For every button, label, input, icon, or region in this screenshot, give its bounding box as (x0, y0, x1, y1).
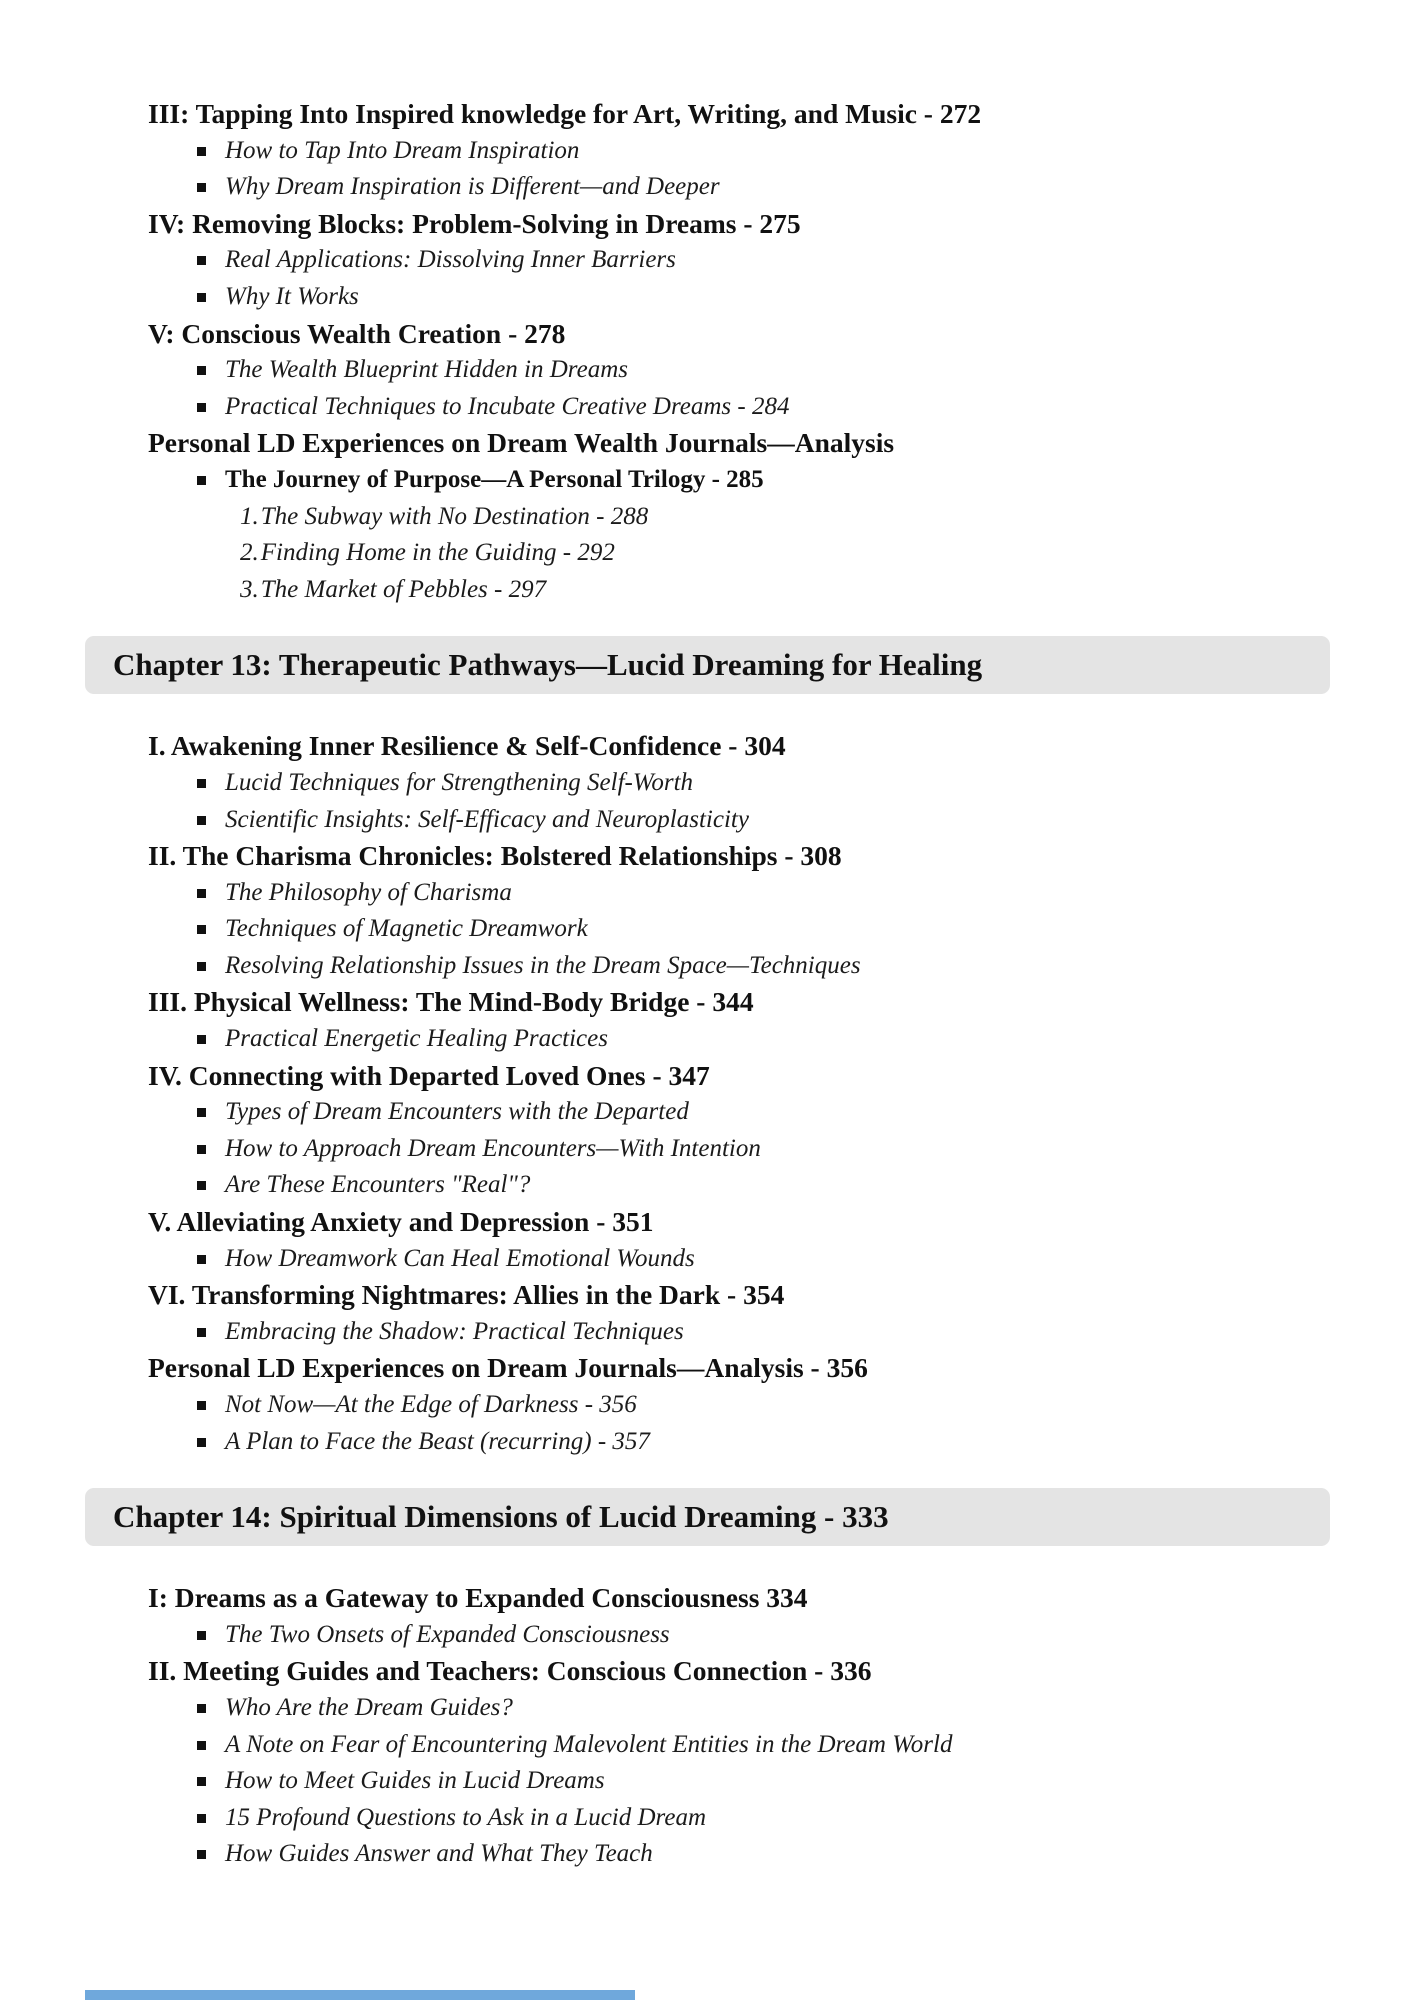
square-bullet-icon (197, 962, 206, 971)
toc-bullet-item (148, 352, 1348, 389)
square-bullet-icon (197, 1850, 206, 1859)
toc-bullet-item (148, 462, 1348, 499)
bullet-item-label: Not Now—At the Edge of Darkness - 356 (225, 1391, 637, 1418)
bullet-item-label: Why Dream Inspiration is Different—and Deeper (225, 173, 720, 201)
bullet-item-label: Embracing the Shadow: Practical Techniques (225, 1317, 684, 1345)
toc-section-heading-label: III. Physical Wellness: The Mind-Body Bridge - 344 (148, 986, 754, 1018)
toc-bullet-item (148, 1241, 1348, 1278)
toc-section-heading-label: Personal LD Experiences on Dream Journals—Analysis - 356 (148, 1352, 868, 1384)
square-bullet-icon (197, 1328, 206, 1337)
toc-bullet-item (148, 948, 1348, 985)
bullet-item-label: Scientific Insights: Self-Efficacy and Neuroplasticity (225, 805, 749, 833)
square-bullet-icon (197, 293, 206, 302)
square-bullet-icon (197, 256, 206, 265)
bullet-item-label: Practical Energetic Healing Practices (225, 1025, 608, 1053)
toc-section-heading (148, 1204, 1348, 1241)
square-bullet-icon (197, 1704, 206, 1713)
toc-bullet-item (148, 1800, 1348, 1837)
bullet-item-label: The Wealth Blueprint Hidden in Dreams (225, 356, 628, 384)
square-bullet-icon (197, 1181, 206, 1190)
toc-section-heading (148, 1580, 1348, 1617)
bullet-item-label: The Journey of Purpose—A Personal Trilogy - 285 (225, 465, 764, 493)
toc-numbered-item (148, 535, 1348, 572)
square-bullet-icon (197, 1108, 206, 1117)
toc-section-heading (148, 96, 1348, 133)
toc-bullet-item (148, 911, 1348, 948)
bullet-item-label: 15 Profound Questions to Ask in a Lucid Dream (225, 1803, 707, 1831)
toc-section-heading-label: II. Meeting Guides and Teachers: Conscious Connection - 336 (148, 1655, 872, 1687)
toc-bullet-item (148, 242, 1348, 279)
square-bullet-icon (197, 1777, 206, 1786)
toc-section-heading-label: I. Awakening Inner Resilience & Self-Confidence - 304 (148, 730, 786, 762)
toc-bullet-item (148, 1387, 1348, 1424)
toc-bullet-item (148, 279, 1348, 316)
bullet-item-label: Techniques of Magnetic Dreamwork (225, 915, 588, 943)
bullet-item-label: How Guides Answer and What They Teach (225, 1840, 653, 1868)
toc-bullet-item (148, 389, 1348, 426)
toc-bullet-item (148, 1836, 1348, 1873)
toc-section-heading-label: III: Tapping Into Inspired knowledge for Art, Writing, and Music - 272 (148, 98, 982, 129)
toc-section-heading (148, 838, 1348, 875)
toc-numbered-item (148, 572, 1348, 609)
square-bullet-icon (197, 1035, 206, 1044)
square-bullet-icon (197, 779, 206, 788)
square-bullet-icon (197, 925, 206, 934)
toc-bullet-item (148, 1094, 1348, 1131)
toc-numbered-item (148, 499, 1348, 536)
toc-bullet-item (148, 765, 1348, 802)
bullet-item-label: Why It Works (225, 282, 359, 310)
bullet-item-label: How to Tap Into Dream Inspiration (225, 136, 580, 164)
toc-section-heading-label: IV. Connecting with Departed Loved Ones - 347 (148, 1059, 710, 1091)
toc-bullet-item (148, 802, 1348, 839)
square-bullet-icon (197, 366, 206, 375)
numbered-item-label: The Subway with No Destination - 288 (260, 502, 649, 530)
toc-section-heading-label: VI. Transforming Nightmares: Allies in the Dark - 354 (148, 1279, 785, 1311)
toc-section-heading-label: Personal LD Experiences on Dream Wealth Journals—Analysis (148, 427, 895, 459)
toc-bullet-item (148, 1131, 1348, 1168)
toc-bullet-item (148, 1727, 1348, 1764)
toc-section-heading (148, 425, 1348, 462)
square-bullet-icon (197, 1438, 206, 1447)
toc-section-heading (148, 1058, 1348, 1095)
bullet-item-label: The Philosophy of Charisma (225, 878, 512, 906)
toc-section-heading-label: V: Conscious Wealth Creation - 278 (148, 317, 566, 349)
toc-section-heading-label: IV: Removing Blocks: Problem-Solving in Dreams - 275 (148, 207, 801, 239)
toc-section-heading (148, 728, 1348, 765)
bullet-item-label: How to Approach Dream Encounters—With Intention (225, 1134, 761, 1162)
toc-bullet-item (148, 1617, 1348, 1654)
bullet-item-label: Resolving Relationship Issues in the Dream Space—Techniques (225, 951, 861, 979)
toc-section-heading-label: I: Dreams as a Gateway to Expanded Consciousness 334 (148, 1582, 808, 1614)
bullet-item-label: The Two Onsets of Expanded Consciousness (225, 1620, 670, 1648)
bullet-item-label: Are These Encounters "Real"? (225, 1171, 531, 1199)
table-of-contents (113, 96, 1348, 1873)
square-bullet-icon (197, 1814, 206, 1823)
toc-bullet-item (148, 133, 1348, 170)
numbered-item-index: 1. (240, 502, 259, 530)
toc-bullet-item (148, 1021, 1348, 1058)
square-bullet-icon (197, 147, 206, 156)
toc-bullet-item (148, 1167, 1348, 1204)
bullet-item-label: A Note on Fear of Encountering Malevolent Entities in the Dream World (225, 1730, 953, 1758)
toc-bullet-item (148, 875, 1348, 912)
bullet-item-label: Lucid Techniques for Strengthening Self-Worth (225, 768, 694, 796)
numbered-item-label: Finding Home in the Guiding - 292 (260, 539, 615, 567)
chapter-heading: Chapter 14: Spiritual Dimensions of Lucid Dreaming - 333 (113, 1499, 889, 1535)
toc-section-heading (148, 316, 1348, 353)
bullet-item-label: A Plan to Face the Beast (recurring) - 357 (225, 1427, 650, 1455)
square-bullet-icon (197, 816, 206, 825)
chapter-heading: Chapter 13: Therapeutic Pathways—Lucid Dreaming for Healing (113, 647, 983, 683)
toc-section-heading-label: V. Alleviating Anxiety and Depression - 351 (148, 1206, 654, 1238)
toc-bullet-item (148, 1690, 1348, 1727)
toc-section-heading (148, 206, 1348, 243)
toc-section-heading-label: II. The Charisma Chronicles: Bolstered Relationships - 308 (148, 840, 842, 872)
numbered-item-index: 2. (240, 539, 259, 567)
toc-bullet-item (148, 1424, 1348, 1461)
chapter-heading-band (85, 636, 1330, 694)
bullet-item-label: Types of Dream Encounters with the Departed (225, 1098, 689, 1126)
numbered-item-index: 3. (240, 575, 259, 603)
toc-section-heading (148, 1653, 1348, 1690)
bullet-item-label: Who Are the Dream Guides? (225, 1693, 513, 1721)
square-bullet-icon (197, 1145, 206, 1154)
square-bullet-icon (197, 889, 206, 898)
square-bullet-icon (197, 1741, 206, 1750)
square-bullet-icon (197, 1631, 206, 1640)
toc-section-heading (148, 1350, 1348, 1387)
toc-bullet-item (148, 1763, 1348, 1800)
toc-bullet-item (148, 169, 1348, 206)
bullet-item-label: How to Meet Guides in Lucid Dreams (225, 1767, 605, 1795)
square-bullet-icon (197, 1255, 206, 1264)
square-bullet-icon (197, 1401, 206, 1410)
toc-section-heading (148, 1277, 1348, 1314)
numbered-item-label: The Market of Pebbles - 297 (260, 575, 547, 603)
bullet-item-label: How Dreamwork Can Heal Emotional Wounds (225, 1244, 695, 1272)
square-bullet-icon (197, 476, 206, 485)
bullet-item-label: Real Applications: Dissolving Inner Barriers (225, 246, 676, 274)
bullet-item-label: Practical Techniques to Incubate Creative Dreams - 284 (225, 392, 790, 420)
toc-section-heading (148, 984, 1348, 1021)
toc-bullet-item (148, 1314, 1348, 1351)
page-bottom-blue-bar (85, 1990, 635, 2000)
chapter-heading-band (85, 1488, 1330, 1546)
square-bullet-icon (197, 403, 206, 412)
square-bullet-icon (197, 183, 206, 192)
